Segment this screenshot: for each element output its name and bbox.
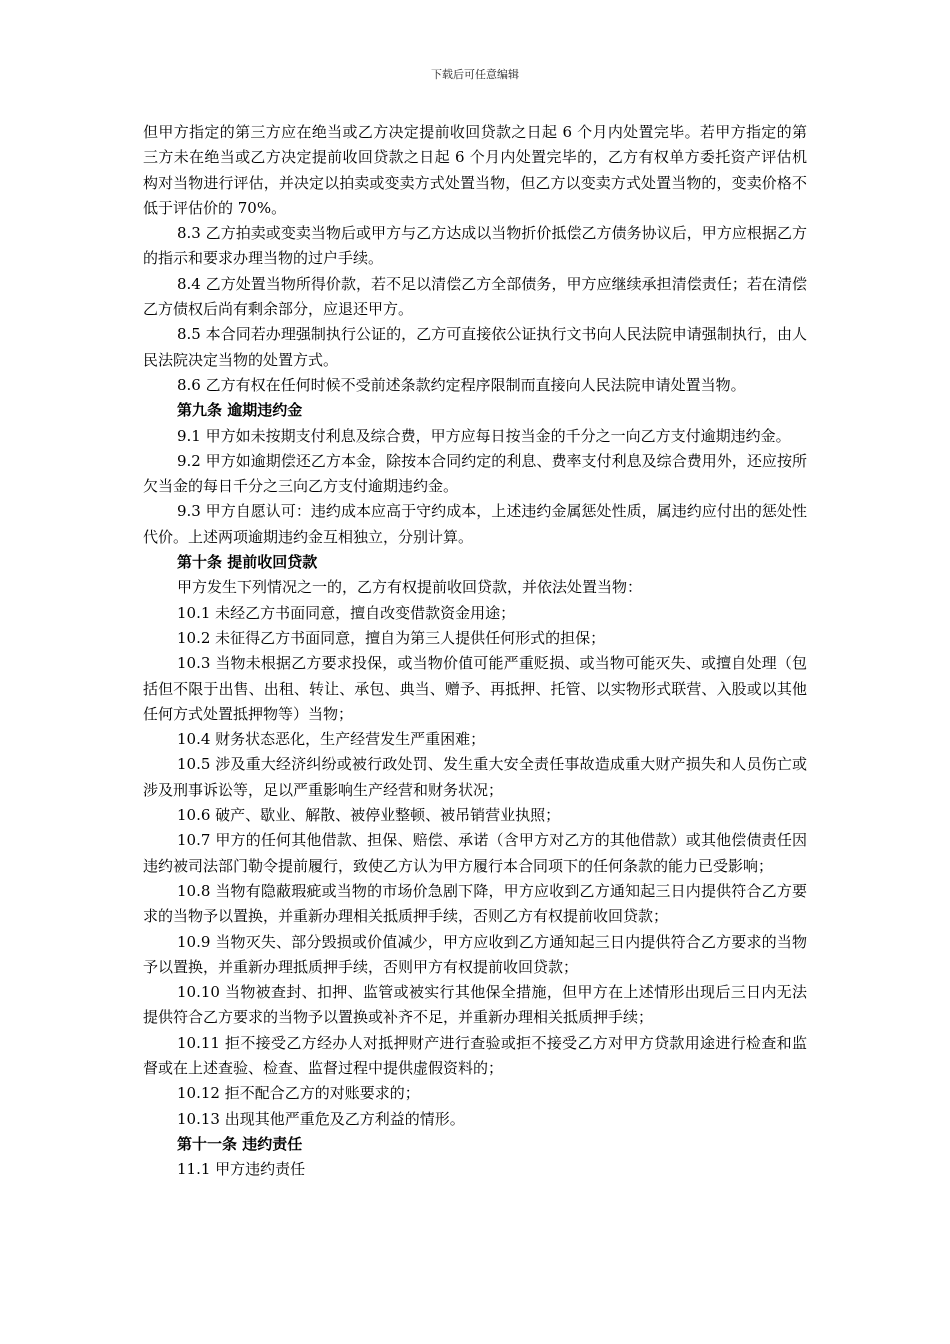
paragraph: 11.1 甲方违约责任: [177, 1160, 306, 1179]
paragraph: 10.6 破产、歇业、解散、被停业整顿、被吊销营业执照；: [177, 806, 561, 825]
page-header: 下载后可任意编辑: [431, 68, 519, 81]
paragraph: 10.12 拒不配合乙方的对账要求的；: [177, 1084, 420, 1103]
paragraph: 10.1 未经乙方书面同意，擅自改变借款资金用途；: [177, 603, 516, 622]
paragraph: 10.2 未征得乙方书面同意，擅自为第三人提供任何形式的担保；: [177, 628, 606, 647]
paragraph: 10.8 当物有隐蔽瑕疵或当物的市场价急剧下降，甲方应收到乙方通知起三日内提供符合乙方要求的当物予以置换，并重新办理相关抵质押手续，否则乙方有权提前收回贷款；: [143, 881, 807, 926]
paragraph: 8.6 乙方有权在任何时候不受前述条款约定程序限制而直接向人民法院申请处置当物。: [177, 375, 746, 394]
section-heading: 第十条 提前收回贷款: [177, 553, 318, 572]
paragraph: 10.7 甲方的任何其他借款、担保、赔偿、承诺（含甲方对乙方的其他借款）或其他偿债责任因违约被司法部门勒令提前履行，致使乙方认为甲方履行本合同项下的任何条款的能力已受影响；: [143, 831, 807, 875]
paragraph: 8.5 本合同若办理强制执行公证的，乙方可直接依公证执行文书向人民法院申请强制执行，由人民法院决定当物的处置方式。: [143, 325, 807, 369]
section-heading: 第十一条 违约责任: [177, 1134, 303, 1153]
document-body: [143, 120, 807, 1182]
section-heading: 第九条 逾期违约金: [177, 401, 303, 420]
paragraph: 10.11 拒不接受乙方经办人对抵押财产进行查验或拒不接受乙方对甲方贷款用途进行检查和监督或在上述查验、检查、监督过程中提供虚假资料的；: [143, 1033, 807, 1077]
paragraph: 9.3 甲方自愿认可：违约成本应高于守约成本，上述违约金属惩处性质，属违约应付出的惩处性代价。上述两项逾期违约金互相独立，分别计算。: [143, 502, 807, 546]
paragraph: 10.10 当物被查封、扣押、监管或被实行其他保全措施，但甲方在上述情形出现后三日内无法提供符合乙方要求的当物予以置换或补齐不足，并重新办理相关抵质押手续；: [143, 983, 807, 1027]
paragraph: 甲方发生下列情况之一的，乙方有权提前收回贷款，并依法处置当物：: [177, 578, 643, 597]
paragraph: 10.9 当物灭失、部分毁损或价值减少，甲方应收到乙方通知起三日内提供符合乙方要求的当物予以置换，并重新办理抵质押手续，否则甲方有权提前收回贷款；: [143, 932, 807, 976]
paragraph: 10.5 涉及重大经济纠纷或被行政处罚、发生重大安全责任事故造成重大财产损失和人员伤亡或涉及刑事诉讼等，足以严重影响生产经营和财务状况；: [143, 755, 807, 799]
paragraph: 但甲方指定的第三方应在绝当或乙方决定提前收回贷款之日起 6 个月内处置完毕。若甲方指定的第三方未在绝当或乙方决定提前收回贷款之日起 6 个月内处置完毕的，乙方有权单方委托资产评估机构对当物进行评估，并决定以拍卖或变卖方式处置当物，但乙方以变卖方式处置当物的，变卖价格不低于评估价的 70%。: [143, 123, 807, 217]
paragraph: 9.2 甲方如逾期偿还乙方本金，除按本合同约定的利息、费率支付利息及综合费用外，还应按所欠当金的每日千分之三向乙方支付逾期违约金。: [143, 451, 807, 496]
paragraph: 8.4 乙方处置当物所得价款，若不足以清偿乙方全部债务，甲方应继续承担清偿责任；若在清偿乙方债权后尚有剩余部分，应退还甲方。: [143, 274, 807, 319]
paragraph: 10.3 当物未根据乙方要求投保，或当物价值可能严重贬损、或当物可能灭失、或擅自处理（包括但不限于出售、出租、转让、承包、典当、赠予、再抵押、托管、以实物形式联营、入股或以其他任何方式处置抵押物等）当物；: [143, 654, 807, 723]
paragraph: 9.1 甲方如未按期支付利息及综合费，甲方应每日按当金的千分之一向乙方支付逾期违约金。: [177, 426, 791, 445]
paragraph: 10.13 出现其他严重危及乙方利益的情形。: [177, 1109, 465, 1128]
paragraph: 10.4 财务状态恶化，生产经营发生严重困难；: [177, 730, 486, 749]
paragraph: 8.3 乙方拍卖或变卖当物后或甲方与乙方达成以当物折价抵偿乙方债务协议后，甲方应根据乙方的指示和要求办理当物的过户手续。: [143, 224, 807, 268]
